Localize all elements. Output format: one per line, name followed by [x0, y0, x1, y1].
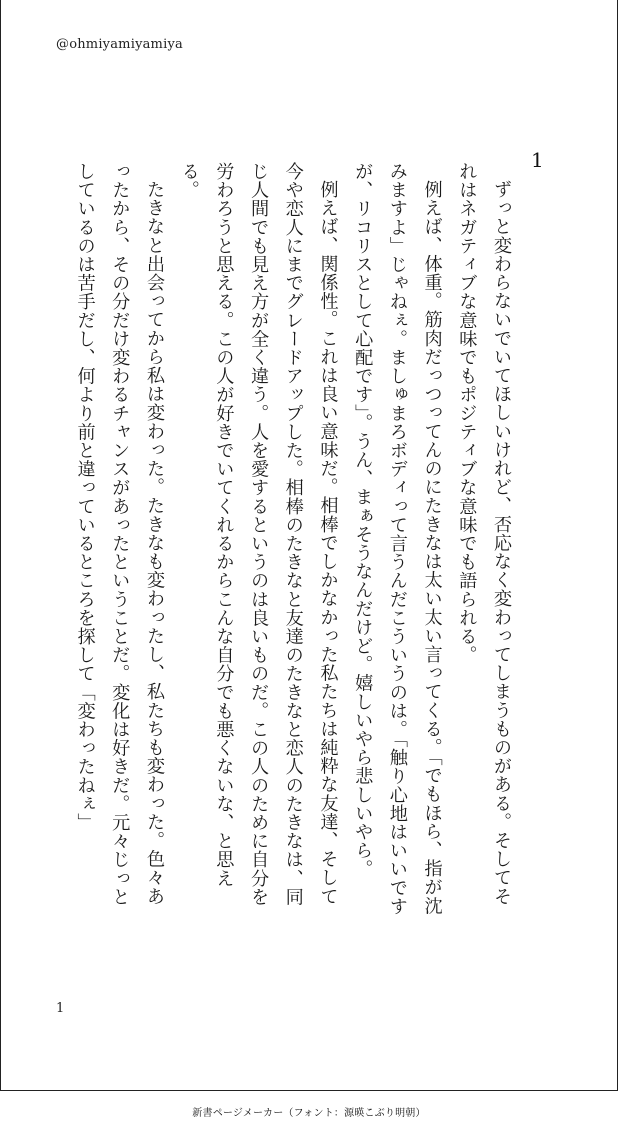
paragraph: 例えば、体重。筋肉だっつってんのにたきなは太い太い言ってくる。「でもほら、指が沈みますよ」じゃねぇ。ましゅまろボディって言うんだこういうのは。「触り心地はいいですが、リコリスとして心配です」。うん、まぁそうなんだけど。嬉しいやら悲しいやら。: [352, 162, 443, 916]
paragraph: 例えば、関係性。これは良い意味だ。相棒でしかなかった私たちは純粋な友達、そして今や恋人にまでグレードアップした。相棒のたきなと友達のたきなと恋人のたきなは、同じ人間でも見え方が全く違う。人を愛するというのは良いものだ。この人のために自分を労わろうと思える。この人が好きでいてくれるからこんな自分でも悪くないな、と思える。: [178, 162, 339, 906]
vertical-body-text: [67, 162, 518, 922]
paragraph: たきなと出会ってから私は変わった。たきなも変わったし、私たちも変わった。色々あったから、その分だけ変わるチャンスがあったということだ。変化は好きだ。元々じっとしているのは苦手だし、何より前と違っているところを探して「変わったねぇ」: [74, 162, 165, 906]
author-handle: @ohmiyamiyamiya: [56, 37, 183, 52]
page-number: 1: [56, 1001, 65, 1016]
paragraph: ずっと変わらないでいてほしいけれど、否応なく変わってしまうものがある。そしてそれはネガティブな意味でもポジティブな意味でも語られる。: [456, 162, 512, 906]
footer-credit: 新書ページメーカー（フォント：源暎こぶり明朝）: [192, 1108, 426, 1119]
chapter-number: 1: [531, 148, 544, 172]
